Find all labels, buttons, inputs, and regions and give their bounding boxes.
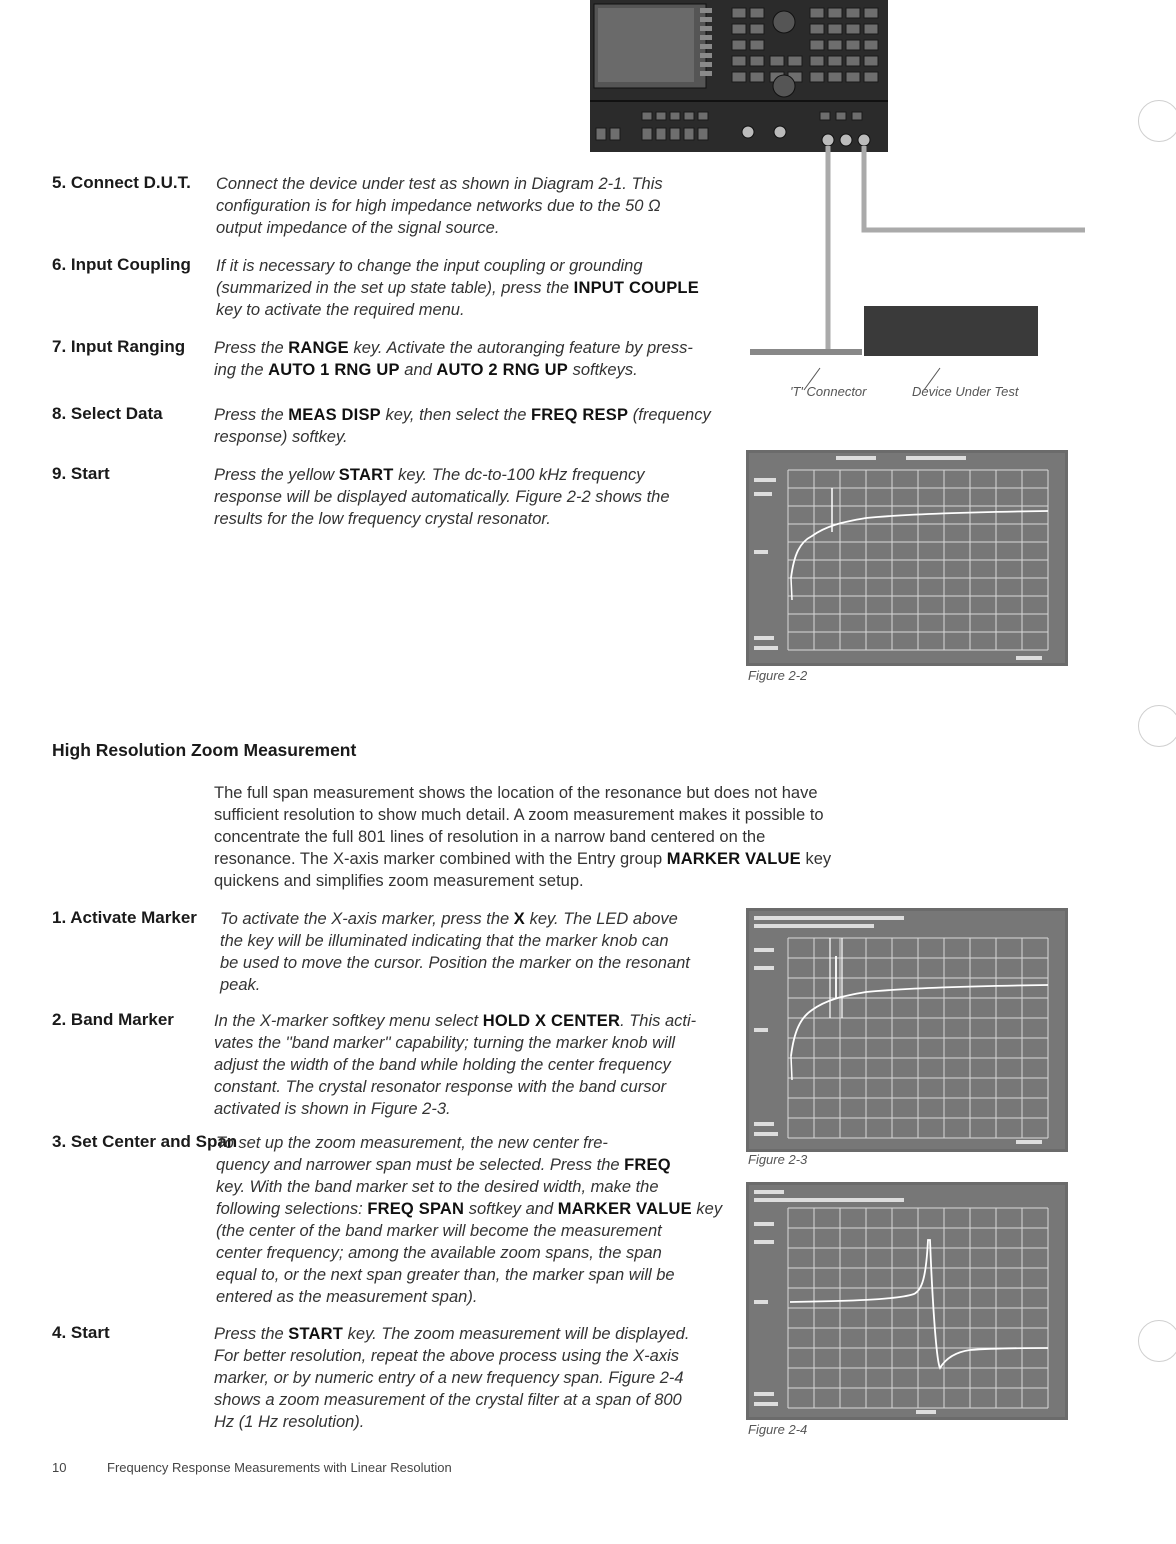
- key-name: FREQ SPAN: [367, 1200, 465, 1218]
- binder-hole-bottom: [1138, 1320, 1176, 1362]
- figure-2-4-trace-display: [746, 1182, 1068, 1420]
- dut-label: Device Under Test: [912, 384, 1019, 399]
- footer-title: Frequency Response Measurements with Linear Resolution: [107, 1460, 452, 1475]
- key-name: HOLD X CENTER: [482, 1012, 621, 1030]
- section-heading: High Resolution Zoom Measurement: [52, 740, 357, 760]
- key-name: AUTO 2 RNG UP: [436, 361, 568, 379]
- key-name: START: [288, 1325, 344, 1343]
- step-text: If it is necessary to change the input coupling or grounding (summarized in the set up state table), press the INPUT COUPLE key to activate the required menu.: [216, 257, 699, 319]
- key-name: AUTO 1 RNG UP: [268, 361, 400, 379]
- page-number: 10: [52, 1460, 67, 1475]
- step-text: Press the yellow START key. The dc-to-100 kHz frequency response will be displayed automatically. Figure 2-2 shows the results for the low frequency crystal resonator.: [214, 466, 670, 528]
- entry-knob: [773, 75, 795, 97]
- step-text: Press the START key. The zoom measurement will be displayed. For better resolution, repeat the above process using the X-axis marker, or by numeric entry of a new frequency span. Figure 2-4 shows a zoom measurement of the crystal filter at a span of 800 Hz (1 Hz resolution).: [214, 1325, 690, 1431]
- device-under-test: [864, 306, 1038, 356]
- key-name: FREQ RESP: [531, 406, 629, 424]
- step-label: 6. Input Coupling: [52, 255, 191, 274]
- marker-knob: [773, 11, 795, 33]
- key-name: RANGE: [288, 339, 349, 357]
- figure-2-2-caption: Figure 2-2: [748, 668, 808, 683]
- figure-2-2-screen: [746, 450, 1068, 666]
- figure-2-3-trace-display: [746, 908, 1068, 1152]
- step-label: 8. Select Data: [52, 404, 163, 423]
- step-text: Press the RANGE key. Activate the autoranging feature by press- ing the AUTO 1 RNG UP and AUTO 2 RNG UP softkeys.: [214, 339, 693, 379]
- step-text: Press the MEAS DISP key, then select the FREQ RESP (frequency response) softkey.: [214, 406, 711, 446]
- step-label: 3. Set Center and Span: [52, 1132, 238, 1151]
- key-name: MARKER VALUE: [557, 1200, 692, 1218]
- figure-2-4-screen: [746, 1182, 1068, 1420]
- figure-2-4-caption: Figure 2-4: [748, 1422, 808, 1437]
- step-label: 7. Input Ranging: [52, 337, 186, 356]
- step-text: Connect the device under test as shown in Diagram 2-1. This configuration is for high impedance networks due to the 50 Ω output impedance of the signal source.: [216, 175, 663, 237]
- key-name: MEAS DISP: [288, 406, 381, 424]
- figure-2-3-caption: Figure 2-3: [748, 1152, 808, 1167]
- step-text: In the X-marker softkey menu select HOLD X CENTER. This acti- vates the ''band marker'' capability; turning the marker knob will adjust the width of the band while holding the center frequency constant. The crystal resonator response with the band cursor activated is shown in Figure 2-3.: [214, 1012, 697, 1118]
- step-label: 1. Activate Marker: [52, 908, 197, 927]
- key-name: START: [338, 466, 394, 484]
- step-label: 5. Connect D.U.T.: [52, 173, 191, 192]
- binder-hole-top: [1138, 100, 1176, 142]
- key-name: FREQ: [624, 1156, 671, 1174]
- key-name: INPUT COUPLE: [573, 279, 699, 297]
- step-label: 9. Start: [52, 464, 110, 483]
- step-label: 4. Start: [52, 1323, 110, 1342]
- t-connector-label: 'T' Connector: [790, 384, 867, 399]
- intro-paragraph: The full span measurement shows the location of the resonance but does not have sufficient resolution to show much detail. A zoom measurement makes it possible to concentrate the full 801 lines of resolution in a narrow band centered on the resonance. The X-axis marker combined with the Entry group MARKER VALUE key quickens and simplifies zoom measurement setup.: [214, 784, 832, 890]
- key-name: MARKER VALUE: [666, 850, 801, 868]
- key-name: X: [513, 910, 525, 928]
- figure-2-2-trace-display: [746, 450, 1068, 666]
- step-text: To set up the zoom measurement, the new center fre- quency and narrower span must be selected. Press the FREQ key. With the band marker set to the desired width, make the following selections: FREQ SPAN softkey and MARKER VALUE key (the center of the band marker will become the measurement center frequency; among the available zoom spans, the span equal to, or the next span greater than, the marker span will be entered as the measurement span).: [216, 1134, 723, 1306]
- figure-2-3-screen: [746, 908, 1068, 1152]
- binder-hole-middle: [1138, 705, 1176, 747]
- step-text: To activate the X-axis marker, press the X key. The LED above the key will be illuminated indicating that the marker knob can be used to move the cursor. Position the marker on the resonant peak.: [220, 910, 690, 994]
- step-label: 2. Band Marker: [52, 1010, 174, 1029]
